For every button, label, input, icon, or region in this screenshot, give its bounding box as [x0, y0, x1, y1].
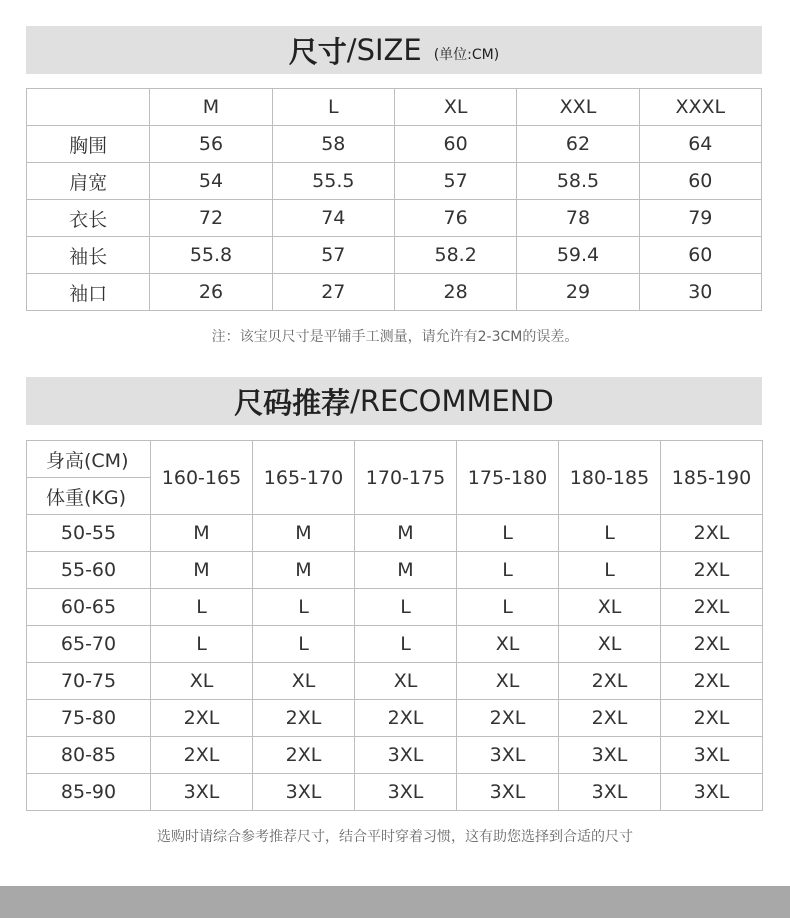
recommend-cell: 2XL [457, 700, 559, 737]
recommend-cell: XL [253, 663, 355, 700]
table-row [27, 237, 762, 274]
recommend-cell: XL [457, 626, 559, 663]
weight-range-cell: 80-85 [27, 737, 151, 774]
recommend-cell: 2XL [151, 700, 253, 737]
measure-label: 袖长 [27, 237, 150, 274]
recommend-cell: L [151, 589, 253, 626]
recommend-cell: 3XL [661, 774, 763, 811]
recommend-cell: 2XL [151, 737, 253, 774]
table-row [27, 774, 763, 811]
size-section-header [26, 26, 762, 74]
size-table [26, 88, 762, 311]
size-cell: 59.4 [517, 237, 639, 274]
recommend-cell: 3XL [355, 774, 457, 811]
weight-range-cell: 55-60 [27, 552, 151, 589]
recommend-cell: L [355, 626, 457, 663]
size-header-cell: XXL [517, 89, 639, 126]
size-header-row [27, 89, 762, 126]
weight-range-cell: 60-65 [27, 589, 151, 626]
recommend-cell: L [151, 626, 253, 663]
table-row [27, 200, 762, 237]
recommend-cell: 2XL [253, 700, 355, 737]
recommend-cell: L [355, 589, 457, 626]
measure-label: 肩宽 [27, 163, 150, 200]
recommend-cell: 3XL [355, 737, 457, 774]
height-range-cell: 175-180 [457, 441, 559, 515]
recommend-cell: 2XL [355, 700, 457, 737]
recommend-cell: M [253, 515, 355, 552]
height-range-cell: 160-165 [151, 441, 253, 515]
recommend-cell: M [253, 552, 355, 589]
recommend-cell: L [253, 626, 355, 663]
weight-range-cell: 65-70 [27, 626, 151, 663]
recommend-cell: 2XL [559, 663, 661, 700]
size-cell: 54 [150, 163, 272, 200]
recommend-cell: L [559, 552, 661, 589]
table-row [27, 700, 763, 737]
recommend-cell: XL [151, 663, 253, 700]
size-cell: 74 [272, 200, 394, 237]
size-cell: 76 [394, 200, 516, 237]
recommend-cell: 2XL [661, 626, 763, 663]
recommend-cell: 2XL [661, 589, 763, 626]
weight-range-cell: 50-55 [27, 515, 151, 552]
weight-range-cell: 75-80 [27, 700, 151, 737]
recommend-cell: 2XL [253, 737, 355, 774]
size-cell: 28 [394, 274, 516, 311]
recommend-cell: L [457, 515, 559, 552]
recommend-cell: L [457, 552, 559, 589]
size-cell: 72 [150, 200, 272, 237]
size-cell: 58.5 [517, 163, 639, 200]
recommend-table [26, 440, 763, 811]
size-header-cell: XL [394, 89, 516, 126]
weight-label: 体重(KG) [27, 478, 151, 515]
table-row [27, 126, 762, 163]
height-range-cell: 185-190 [661, 441, 763, 515]
table-row [27, 274, 762, 311]
table-row [27, 663, 763, 700]
recommend-cell: 3XL [253, 774, 355, 811]
recommend-cell: 2XL [661, 700, 763, 737]
table-row [27, 626, 763, 663]
size-note: 注：该宝贝尺寸是平铺手工测量，请允许有2-3CM的误差。 [211, 329, 579, 345]
recommend-section-header [26, 377, 762, 425]
size-title: 尺寸 [288, 34, 347, 69]
height-range-cell: 165-170 [253, 441, 355, 515]
recommend-cell: 3XL [559, 774, 661, 811]
size-unit: (单位:CM) [433, 47, 500, 63]
recommend-cell: 2XL [559, 700, 661, 737]
size-cell: 55.8 [150, 237, 272, 274]
height-range-cell: 170-175 [355, 441, 457, 515]
height-header-row [27, 441, 763, 478]
size-cell: 78 [517, 200, 639, 237]
size-cell: 26 [150, 274, 272, 311]
size-cell: 29 [517, 274, 639, 311]
recommend-cell: M [355, 515, 457, 552]
recommend-cell: L [457, 589, 559, 626]
recommend-cell: 3XL [457, 774, 559, 811]
recommend-cell: L [253, 589, 355, 626]
size-cell: 27 [272, 274, 394, 311]
size-header-cell: XXXL [639, 89, 761, 126]
size-cell: 56 [150, 126, 272, 163]
size-header-cell [27, 89, 150, 126]
size-cell: 30 [639, 274, 761, 311]
size-cell: 60 [394, 126, 516, 163]
size-cell: 62 [517, 126, 639, 163]
recommend-cell: 2XL [661, 515, 763, 552]
measure-label: 胸围 [27, 126, 150, 163]
recommend-cell: M [355, 552, 457, 589]
size-title-en: /SIZE [346, 33, 422, 67]
measure-label: 衣长 [27, 200, 150, 237]
recommend-cell: 2XL [661, 552, 763, 589]
size-cell: 55.5 [272, 163, 394, 200]
size-cell: 57 [272, 237, 394, 274]
recommend-cell: 3XL [151, 774, 253, 811]
recommend-cell: XL [355, 663, 457, 700]
size-cell: 60 [639, 237, 761, 274]
recommend-note: 选购时请综合参考推荐尺寸，结合平时穿着习惯，这有助您选择到合适的尺寸 [157, 829, 633, 845]
recommend-cell: 3XL [661, 737, 763, 774]
recommend-title-en: /RECOMMEND [350, 384, 554, 418]
table-row [27, 737, 763, 774]
table-row [27, 552, 763, 589]
recommend-cell: L [559, 515, 661, 552]
size-header-cell: L [272, 89, 394, 126]
measure-label: 袖口 [27, 274, 150, 311]
size-cell: 60 [639, 163, 761, 200]
footer-bar [0, 886, 790, 918]
table-row [27, 589, 763, 626]
height-label: 身高(CM) [27, 441, 151, 478]
size-header-cell: M [150, 89, 272, 126]
table-row [27, 163, 762, 200]
recommend-cell: XL [559, 589, 661, 626]
recommend-cell: 3XL [457, 737, 559, 774]
size-cell: 57 [394, 163, 516, 200]
size-cell: 64 [639, 126, 761, 163]
recommend-cell: M [151, 552, 253, 589]
weight-range-cell: 85-90 [27, 774, 151, 811]
size-cell: 58.2 [394, 237, 516, 274]
size-cell: 79 [639, 200, 761, 237]
recommend-title: 尺码推荐 [234, 385, 351, 420]
recommend-cell: XL [457, 663, 559, 700]
height-range-cell: 180-185 [559, 441, 661, 515]
weight-range-cell: 70-75 [27, 663, 151, 700]
size-cell: 58 [272, 126, 394, 163]
recommend-cell: 3XL [559, 737, 661, 774]
recommend-cell: M [151, 515, 253, 552]
table-row [27, 515, 763, 552]
recommend-cell: XL [559, 626, 661, 663]
recommend-cell: 2XL [661, 663, 763, 700]
